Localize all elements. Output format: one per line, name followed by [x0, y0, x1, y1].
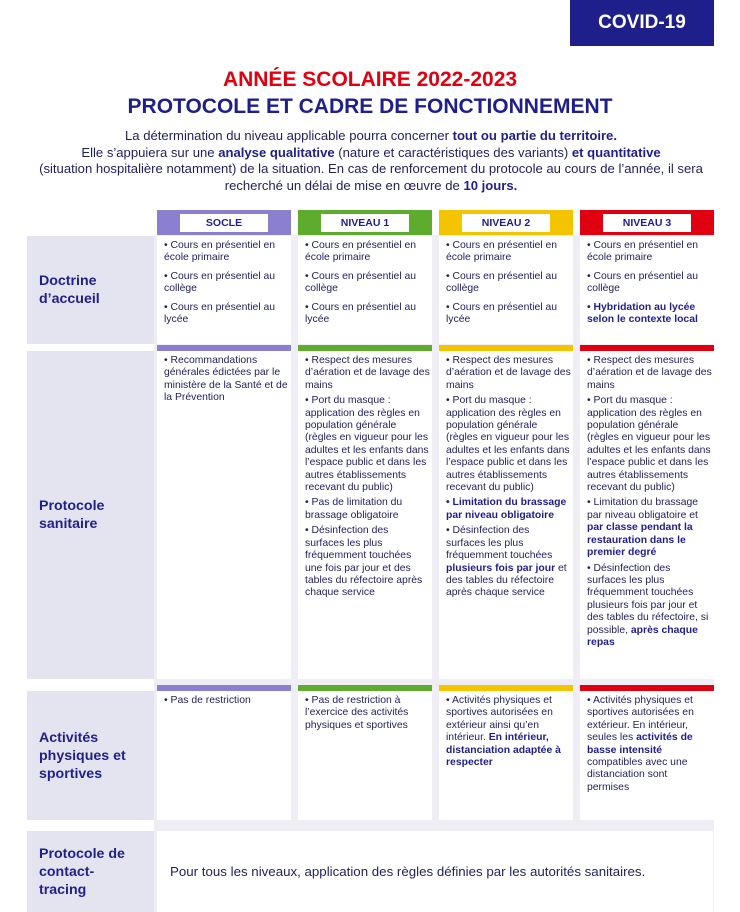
column-header-niveau2: NIVEAU 2 [439, 210, 573, 235]
cell-sanitaire-socle [157, 351, 291, 679]
column-header-niveau3: NIVEAU 3 [580, 210, 714, 235]
list-item: • Port du masque : application des règles en population générale (règles en vigueur pour les adultes et les enfants dans l’espace public et dans les autres établissements recevant du public) [305, 395, 429, 494]
cell-sanitaire-niveau3 [580, 351, 714, 679]
row-label-tracing: Protocole de contact-tracing [27, 831, 154, 912]
title-protocol: PROTOCOLE ET CADRE DE FONCTIONNEMENT [127, 95, 613, 118]
cell-doctrine-niveau1 [298, 236, 432, 344]
list-item: • Hybridation au lycée selon le contexte local [587, 301, 698, 326]
column-header-socle: SOCLE [157, 210, 291, 235]
tracing-text: Pour tous les niveaux, application des règles définies par les autorités sanitaires. [157, 831, 713, 912]
list-item: • Cours en présentiel au lycée [164, 301, 276, 326]
list-item: • Cours en présentiel au collège [164, 270, 276, 295]
cell-sanitaire-niveau1 [298, 351, 432, 679]
list-item: • Pas de restriction à l’exercice des activités physiques et sportives [305, 695, 409, 731]
list-item: • Activités physiques et sportives autorisées en extérieur. En intérieur, seules les activités de basse intensité compatibles avec une distanciation sont permises [587, 695, 694, 793]
list-item: • Pas de limitation du brassage obligatoire [305, 497, 403, 521]
list-item: • Limitation du brassage par niveau obligatoire et par classe pendant la restauration dans le premier degré [587, 497, 699, 559]
list-item: • Cours en présentiel au collège [587, 270, 699, 295]
list-item: • Désinfection des surfaces les plus fréquemment touchées une fois par jour et des tables du réfectoire après chaque service [305, 525, 423, 599]
list-item: • Limitation du brassage par niveau obligatoire [446, 497, 567, 521]
list-item: • Respect des mesures d’aération et de lavage des mains [305, 355, 430, 391]
list-item: • Port du masque : application des règles en population générale (règles en vigueur pour les adultes et les enfants dans l’espace public et dans les autres établissements recevant du public) [446, 395, 570, 494]
list-item: • Respect des mesures d’aération et de lavage des mains [587, 355, 712, 391]
list-item: • Activités physiques et sportives autorisées en extérieur ainsi qu’en intérieur. En intérieur, distanciation adaptée à respecter [446, 695, 561, 769]
list-item: • Cours en présentiel en école primaire [446, 240, 558, 264]
list-item: • Respect des mesures d’aération et de lavage des mains [446, 355, 571, 391]
cell-activites-niveau1 [298, 691, 432, 820]
cell-activites-niveau2 [439, 691, 573, 820]
cell-doctrine-socle [157, 236, 291, 344]
list-item: • Cours en présentiel en école primaire [305, 240, 417, 264]
cell-doctrine-niveau3 [580, 236, 714, 344]
list-item: • Pas de restriction [164, 695, 251, 706]
intro-text: La détermination du niveau applicable pourra concerner tout ou partie du territoire. Elle s’appuiera sur une analyse qualitative (nature et caractéristiques des variants) et quantitative (situation hospitalière notamment) de la situation. En cas de renforcement du protocole au cours de l’année, il sera recherché un délai de mise en œuvre de 10 jours. [39, 128, 703, 194]
row-label-activites: Activités physiques et sportives [27, 691, 154, 820]
cell-activites-socle [157, 691, 291, 820]
row-label-doctrine: Doctrine d’accueil [27, 236, 154, 344]
list-item: • Désinfection des surfaces les plus fréquemment touchées plusieurs fois par jour et des tables du réfectoire après chaque service [446, 525, 567, 599]
title-year: ANNÉE SCOLAIRE 2022-2023 [222, 68, 518, 91]
list-item: • Recommandations générales édictées par le ministère de la Santé et de la Prévention [164, 355, 288, 404]
column-header-niveau1: NIVEAU 1 [298, 210, 432, 235]
list-item: • Cours en présentiel au collège [446, 270, 558, 295]
list-item: • Désinfection des surfaces les plus fréquemment touchées plusieurs fois par jour et des tables du réfectoire, si possible, après chaque repas [587, 562, 709, 648]
list-item: • Cours en présentiel en école primaire [587, 240, 699, 264]
list-item: • Cours en présentiel en école primaire [164, 240, 276, 264]
list-item: • Port du masque : application des règles en population générale (règles en vigueur pour les adultes et les enfants dans l’espace public et dans les autres établissements recevant du public) [587, 395, 711, 494]
cell-doctrine-niveau2 [439, 236, 573, 344]
cell-activites-niveau3 [580, 691, 714, 820]
list-item: • Cours en présentiel au lycée [446, 301, 558, 326]
list-item: • Cours en présentiel au collège [305, 270, 417, 295]
row-label-sanitaire: Protocole sanitaire [27, 351, 154, 679]
covid-tag: COVID-19 [570, 0, 714, 46]
list-item: • Cours en présentiel au lycée [305, 301, 417, 326]
cell-sanitaire-niveau2 [439, 351, 573, 679]
